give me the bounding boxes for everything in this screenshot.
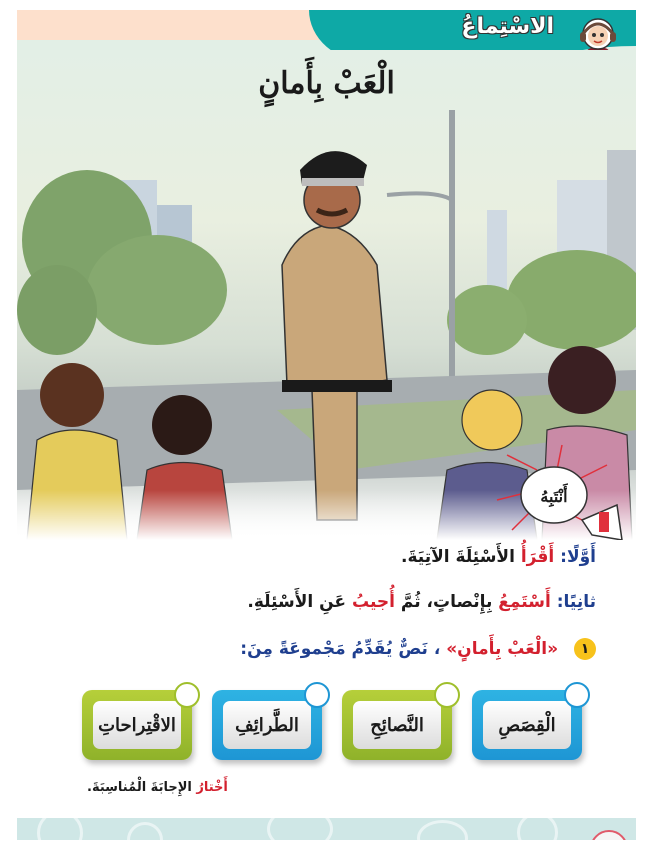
instruction-first-verb: أَقْرَأُ [520,547,555,567]
instruction-first [401,547,596,567]
lesson-title: الْعَبْ بِأَمانٍ [258,66,395,101]
option-label: الْقِصَصِ [483,701,571,749]
option-label: النَّصائِحِ [353,701,441,749]
option-card-anecdotes[interactable] [212,690,322,760]
option-card-stories[interactable] [472,690,582,760]
svg-text:أَنْتَبِهُ: أَنْتَبِهُ [540,487,568,506]
option-radio-stories[interactable] [564,682,590,708]
option-label: الطَّرائِفِ [223,701,311,749]
option-card-suggestions[interactable] [82,690,192,760]
option-radio-advice[interactable] [434,682,460,708]
instruction-first-prefix: أَوَّلًا: [560,547,596,567]
instruction-second-verb-answer: أُجيبُ [351,592,395,612]
answer-options [48,690,588,770]
section-title: الاسْتِماعُ [461,14,554,39]
instruction-second-text: عَنِ الأَسْئِلَةِ. [247,592,347,612]
option-radio-suggestions[interactable] [174,682,200,708]
hint-verb: أَخْتارُ [196,780,228,795]
page-number-circle [590,830,628,840]
instruction-second-prefix: ثانِيًا: [556,592,596,612]
question-quote: «الْعَبْ بِأَمانٍ» [446,639,559,659]
illustration-police-officer-with-children [17,50,636,540]
option-card-advice[interactable] [342,690,452,760]
scene-artwork [17,50,636,540]
instruction-second-middle: بِإِنْصاتٍ، ثُمَّ [400,592,493,612]
question-1 [240,638,596,660]
question-text: ، نَصٌّ يُقَدِّمُ مَجْموعَةً مِنَ: [240,639,441,659]
option-radio-anecdotes[interactable] [304,682,330,708]
instruction-second-verb-listen: أَسْتَمِعُ [498,592,551,612]
question-number-badge: ١ [574,638,596,660]
instruction-first-text: الأَسْئِلَةَ الآتِيَةَ. [401,547,515,567]
choose-answer-hint [87,780,228,795]
hint-text: الإِجابَةَ الْمُناسِبَةَ. [87,780,192,795]
option-label: الاقْتِراحاتِ [93,701,181,749]
instruction-second [247,592,596,612]
textbook-page [17,10,636,844]
footer-decorative-band [17,818,636,840]
